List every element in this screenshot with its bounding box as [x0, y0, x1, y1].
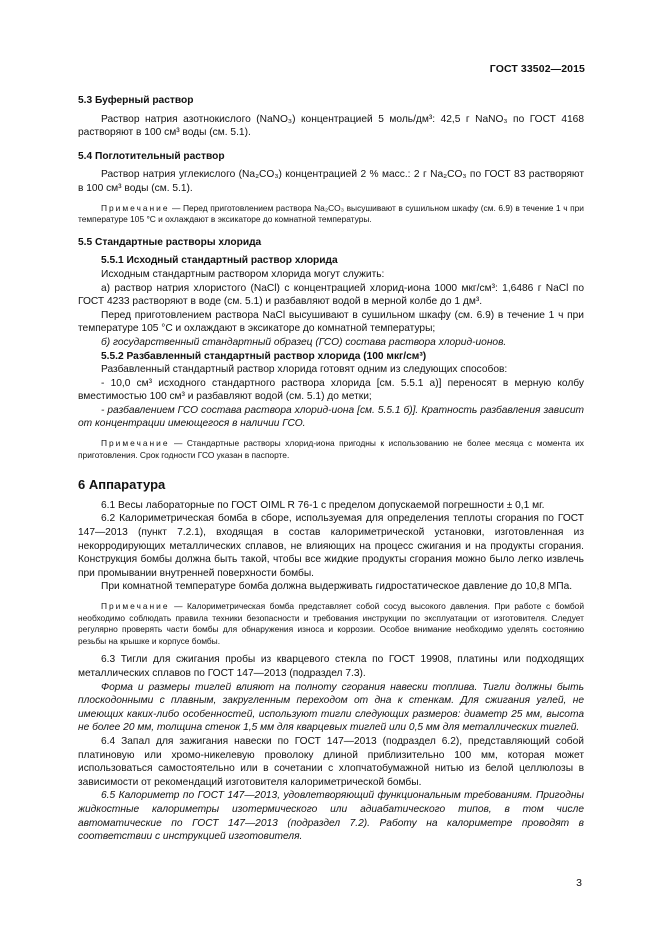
section-6-4: 6.4 Запал для зажигания навески по ГОСТ 147—2013 (подраздел 6.2), представляющий собой платиновую или хромо-никелевую проволоку длиной приблизительно 100 мм, которая может использоваться самостоятельно или в сочетании с хлопчатобумажной нитью из белой целлюлозы в зависимости от рекомендаций изготовителя калориметрической бомбы.	[78, 735, 584, 788]
section-5-5-1-item-a: а) раствор натрия хлористого (NaCl) с концентрацией хлорид-иона 1000 мкг/см³: 1,6486 г NaCl по ГОСТ 4233 растворяют в воде (см. 5.1) и разбавляют водой в мерной колбе до 1 дм³.	[78, 282, 584, 308]
section-5-5-note	[78, 438, 584, 461]
note-text: — Перед приготовлением раствора Na₂CO₃ высушивают в сушильном шкафу (см. 6.9) в течение 1 ч при температуре 105 °С и охлаждают в эксикаторе до комнатной температуры.	[78, 202, 584, 225]
section-6-3-crucible-shape: Форма и размеры тиглей влияют на полноту сгорания навески топлива. Тигли должны быть плоскодонными с плавным, закругленным переходом от дна к стенкам. Для сжигания углей, не имеющих каких-либо особенностей, используют тигли следующих размеров: диаметр 25 мм, высота не более 20 мм, толщина стенок 1,5 мм для кварцевых тиглей или 0,5 мм для металлических тиглей.	[78, 681, 584, 734]
note-text: — Калориметрическая бомба представляет собой сосуд высокого давления. При работе с бомбой необходимо соблюдать правила техники безопасности и требования инструкции по эксплуатации от изготовителя. Следует регулярно проверять части бомбы для обнаружения износа и коррозии. Особое внимание необходимо уделять состоянию резьбы на крышке и корпусе бомбы.	[78, 601, 584, 646]
section-5-4-paragraph: Раствор натрия углекислого (Na₂CO₃) концентрацией 2 % масс.: 2 г Na₂CO₃ по ГОСТ 83 растворяют в 100 см³ воды (см. 5.1).	[78, 169, 584, 194]
standard-code-header: ГОСТ 33502—2015	[489, 63, 585, 75]
section-5-5-2-item-2: - разбавлением ГСО состава раствора хлорид-иона [см. 5.5.1 б)]. Кратность разбавления зависит от концентрации имеющегося в наличии ГСО.	[78, 404, 584, 430]
section-6-heading: 6 Аппаратура	[78, 477, 166, 493]
section-5-5-1-prep: Перед приготовлением раствора NaCl высушивают в сушильном шкафу (см. 6.9) в течение 1 ч при температуре 105 °С и охлаждают в эксикаторе до комнатной температуры;	[78, 309, 584, 335]
section-6-2: 6.2 Калориметрическая бомба в сборе, используемая для определения теплоты сгорания по ГОСТ 147—2013 (пункт 7.2.1), входящая в состав калориметрической установки, изготовленная из некорродирующих металлических сплавов, не влияющих на процесс сжигания и на продукты сгорания. Конструкция бомбы должна быть такой, чтобы все жидкие продукты сгорания можно было легко извлечь при промывании внутренней поверхности бомбы.	[78, 513, 584, 579]
note-text: — Стандартные растворы хлорид-иона пригодны к использованию не более месяца с момента их приготовления. Срок годности ГСО указан в паспорте.	[78, 438, 584, 460]
section-5-5-1-heading: 5.5.1 Исходный стандартный раствор хлорида	[101, 255, 338, 267]
section-5-3-paragraph: Раствор натрия азотнокислого (NaNO₃) концентрацией 5 моль/дм³: 42,5 г NaNO₃ по ГОСТ 4168 растворяют в 100 см³ воды (см. 5.1).	[78, 113, 584, 139]
document-body	[78, 94, 584, 844]
section-6-2-pressure: При комнатной температуре бомба должна выдерживать гидростатическое давление до 10,8 МПа.	[101, 581, 573, 593]
section-5-5-1-intro: Исходным стандартным раствором хлорида могут служить:	[101, 268, 385, 280]
section-5-5-2-heading: 5.5.2 Разбавленный стандартный раствор хлорида (100 мкг/см³)	[101, 350, 427, 362]
section-5-3-heading: 5.3 Буферный раствор	[78, 95, 194, 106]
note-label: Примечание	[101, 202, 170, 213]
note-label: Примечание	[101, 601, 170, 611]
section-5-5-2-item-1: - 10,0 см³ исходного стандартного раствора хлорида [см. 5.5.1 а)] переносят в мерную колбу вместимостью 100 см³ и разбавляют водой (см. 5.1) до метки;	[78, 377, 584, 403]
section-5-5-1-item-b: б) государственный стандартный образец (ГСО) состава раствора хлорид-ионов.	[101, 336, 507, 348]
section-5-4-heading: 5.4 Поглотительный раствор	[78, 150, 225, 162]
section-5-4-note	[78, 203, 584, 226]
note-label: Примечание	[101, 438, 170, 449]
page-number: 3	[576, 877, 582, 889]
section-5-5-heading: 5.5 Стандартные растворы хлорида	[78, 236, 262, 248]
section-6-2-note	[78, 601, 584, 647]
section-6-1: 6.1 Весы лабораторные по ГОСТ OIML R 76-1 с пределом допускаемой погрешности ± 0,1 мг.	[101, 499, 545, 511]
section-6-5: 6.5 Калориметр по ГОСТ 147—2013, удовлетворяющий функциональным требованиям. Пригодны жидкостные калориметры изотермического или адиабатического типов, в том числе автоматические по ГОСТ 147—2013 (подраздел 7.2). Работу на калориметре проводят в соответствии с инструкцией изготовителя.	[78, 790, 584, 843]
section-5-5-2-intro: Разбавленный стандартный раствор хлорида готовят одним из следующих способов:	[101, 364, 508, 376]
section-6-3: 6.3 Тигли для сжигания пробы из кварцевого стекла по ГОСТ 19908, платины или подходящих металлических сплавов по ГОСТ 147—2013 (подраздел 7.3).	[78, 654, 584, 679]
